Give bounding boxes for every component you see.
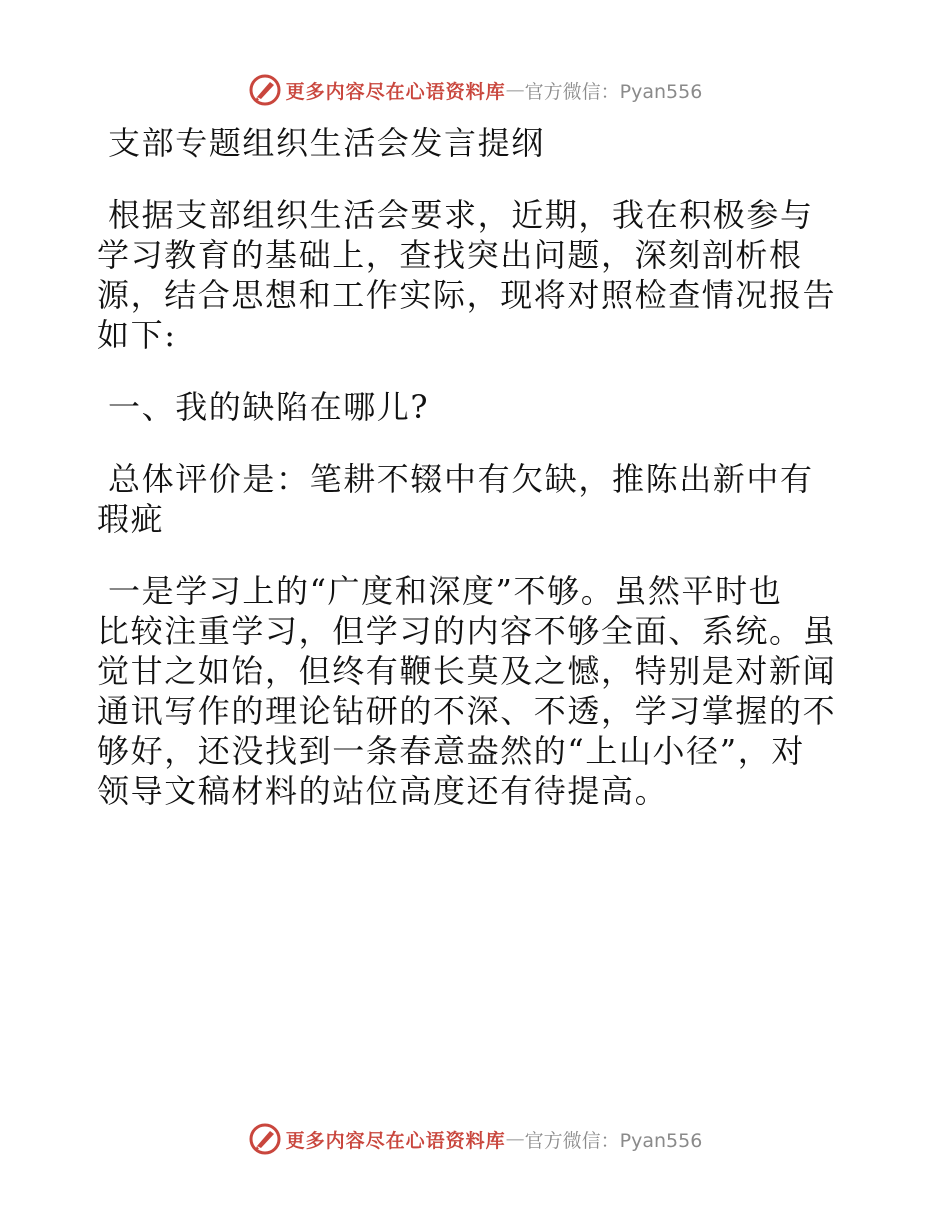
document-body <box>97 123 857 811</box>
banner-wechat-text: 官方微信：Pyan556 <box>524 80 703 103</box>
document-title: 支部专题组织生活会发言提纲 <box>108 124 545 162</box>
intro-line: 根据支部组织生活会要求，近期，我在积极参与 <box>108 196 814 234</box>
pen-logo-icon <box>248 73 282 107</box>
point-one-line: 够好，还没找到一条春意盎然的“上山小径”，对 <box>97 732 805 770</box>
intro-line: 如下: <box>97 316 177 354</box>
footer-watermark-banner <box>0 1119 950 1159</box>
banner-brand-text: 更多内容尽在心语资料库 <box>285 1129 506 1152</box>
intro-line: 源，结合思想和工作实际，现将对照检查情况报告 <box>97 276 837 314</box>
point-one-line: 通讯写作的理论钻研的不深、不透，学习掌握的不 <box>97 692 837 730</box>
intro-line: 学习教育的基础上，查找突出问题，深刻剖析根 <box>97 236 803 274</box>
point-one-line: 觉甘之如饴，但终有鞭长莫及之憾，特别是对新闻 <box>97 652 837 690</box>
banner-separator: — <box>505 79 525 101</box>
point-one-line: 比较注重学习，但学习的内容不够全面、系统。虽 <box>97 612 837 650</box>
banner-wechat-text: 官方微信：Pyan556 <box>524 1129 703 1152</box>
banner-separator: — <box>505 1128 525 1150</box>
point-one-line: 一是学习上的“广度和深度”不够。虽然平时也 <box>108 572 783 610</box>
point-one-line: 领导文稿材料的站位高度还有待提高。 <box>97 772 669 810</box>
assessment-line: 总体评价是：笔耕不辍中有欠缺，推陈出新中有 <box>108 460 814 498</box>
banner-brand-text: 更多内容尽在心语资料库 <box>285 80 506 103</box>
header-watermark-banner <box>0 70 950 110</box>
pen-logo-icon <box>248 1122 282 1156</box>
section-heading: 一、我的缺陷在哪儿? <box>108 388 430 426</box>
assessment-line: 瑕疵 <box>97 500 165 538</box>
